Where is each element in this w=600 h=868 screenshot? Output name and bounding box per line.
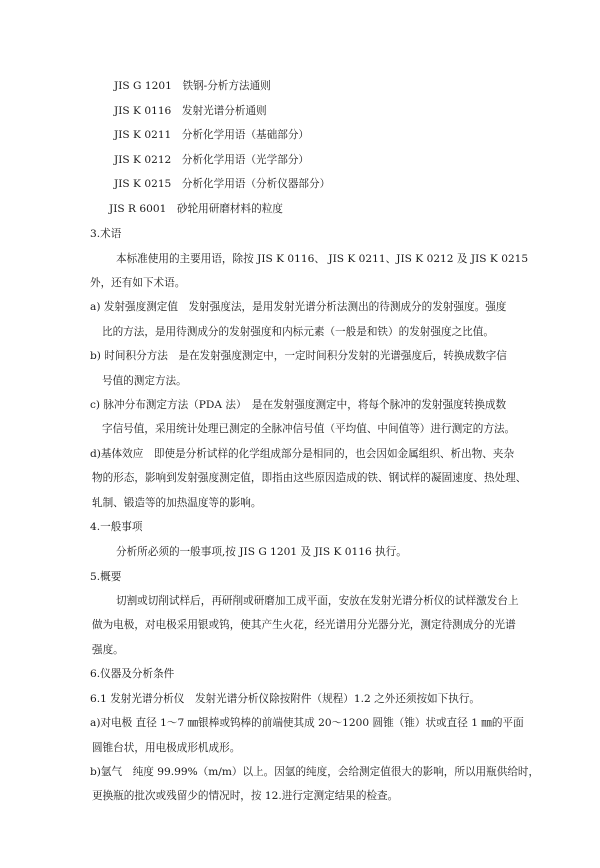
section-3-intro-line-1: 本标准使用的主要用语，除按 JIS K 0116、 JIS K 0211、JIS K 0212 及 JIS K 0215	[116, 253, 529, 265]
term-d-line-2: 物的形态，影响到发射强度测定值，即指由这些原因造成的铁、钢试样的凝固速度、热处理、	[92, 472, 527, 484]
section-5-line-2: 做为电极，对电极采用银或钨，使其产生火花，经光谱用分光器分光，测定待测成分的光谱	[92, 619, 516, 631]
item-a-line-2: 圆锥台状，用电极成形机成形。	[92, 742, 241, 754]
term-c-line-2: 字信号值，采用统计处理已测定的全脉冲信号值（平均值、中间值等）进行测定的方法。	[102, 423, 516, 435]
section-4-body: 分析所必须的一般事项,按 JIS G 1201 及 JIS K 0116 执行。	[116, 546, 407, 558]
section-5-line-1: 切割或切削试样后，再研削或研磨加工成平面，安放在发射光谱分析仪的试样激发台上	[116, 595, 519, 607]
section-3-heading: 3.术语	[90, 228, 122, 240]
term-d-line-1: d)基体效应 即使是分析试样的化学组成部分是相同的，也会因如金属组织、析出物、夹杂	[90, 448, 515, 460]
reference-jis-k-0212: JIS K 0212 分析化学用语（光学部分）	[114, 154, 310, 166]
section-5-line-3: 强度。	[92, 644, 124, 656]
section-3-intro-line-2: 外，还有如下术语。	[90, 277, 186, 289]
item-b-line-1: b)氩气 纯度 99.99%（m/m）以上。因氩的纯度，会给测定值很大的影响，所以用瓶供给时，	[90, 766, 540, 778]
item-a-line-1: a)对电极 直径 1～7 ㎜银棒或钨棒的前端使其成 20～1200 圆锥（锥）状或直径 1 ㎜的平面	[90, 717, 524, 729]
term-a-line-1: a) 发射强度测定值 发射强度法，是用发射光谱分析法测出的待测成分的发射强度。强度	[90, 301, 507, 313]
item-b-line-2: 更换瓶的批次或残留少的情况时，按 12.进行定测定结果的检查。	[92, 790, 399, 802]
reference-jis-k-0211: JIS K 0211 分析化学用语（基础部分）	[114, 129, 310, 141]
section-4-heading: 4.一般事项	[90, 521, 143, 533]
term-a-line-2: 比的方法，是用待测成分的发射强度和内标元素（一般是和铁）的发射强度之比值。	[102, 326, 494, 338]
section-5-heading: 5.概要	[90, 571, 122, 583]
section-6-1-heading: 6.1 发射光谱分析仪 发射光谱分析仪除按附件（规程）1.2 之外还须按如下执行。	[90, 693, 481, 705]
term-d-line-3: 轧制、锻造等的加热温度等的影响。	[92, 497, 262, 509]
reference-jis-g-1201: JIS G 1201 铁钢-分析方法通则	[114, 80, 271, 92]
term-b-line-2: 号值的测定方法。	[102, 375, 187, 387]
reference-jis-r-6001: JIS R 6001 砂轮用研磨材料的粒度	[109, 203, 283, 215]
term-c-line-1: c) 脉冲分布测定方法（PDA 法） 是在发射强度测定中，将每个脉冲的发射强度转换成数	[90, 399, 507, 411]
reference-jis-k-0215: JIS K 0215 分析化学用语（分析仪器部分）	[114, 178, 331, 190]
section-6-heading: 6.仪器及分析条件	[90, 668, 175, 680]
term-b-line-1: b) 时间积分方法 是在发射强度测定中，一定时间积分发射的光谱强度后，转换成数字信	[90, 350, 507, 362]
reference-jis-k-0116: JIS K 0116 发射光谱分析通则	[114, 105, 267, 117]
